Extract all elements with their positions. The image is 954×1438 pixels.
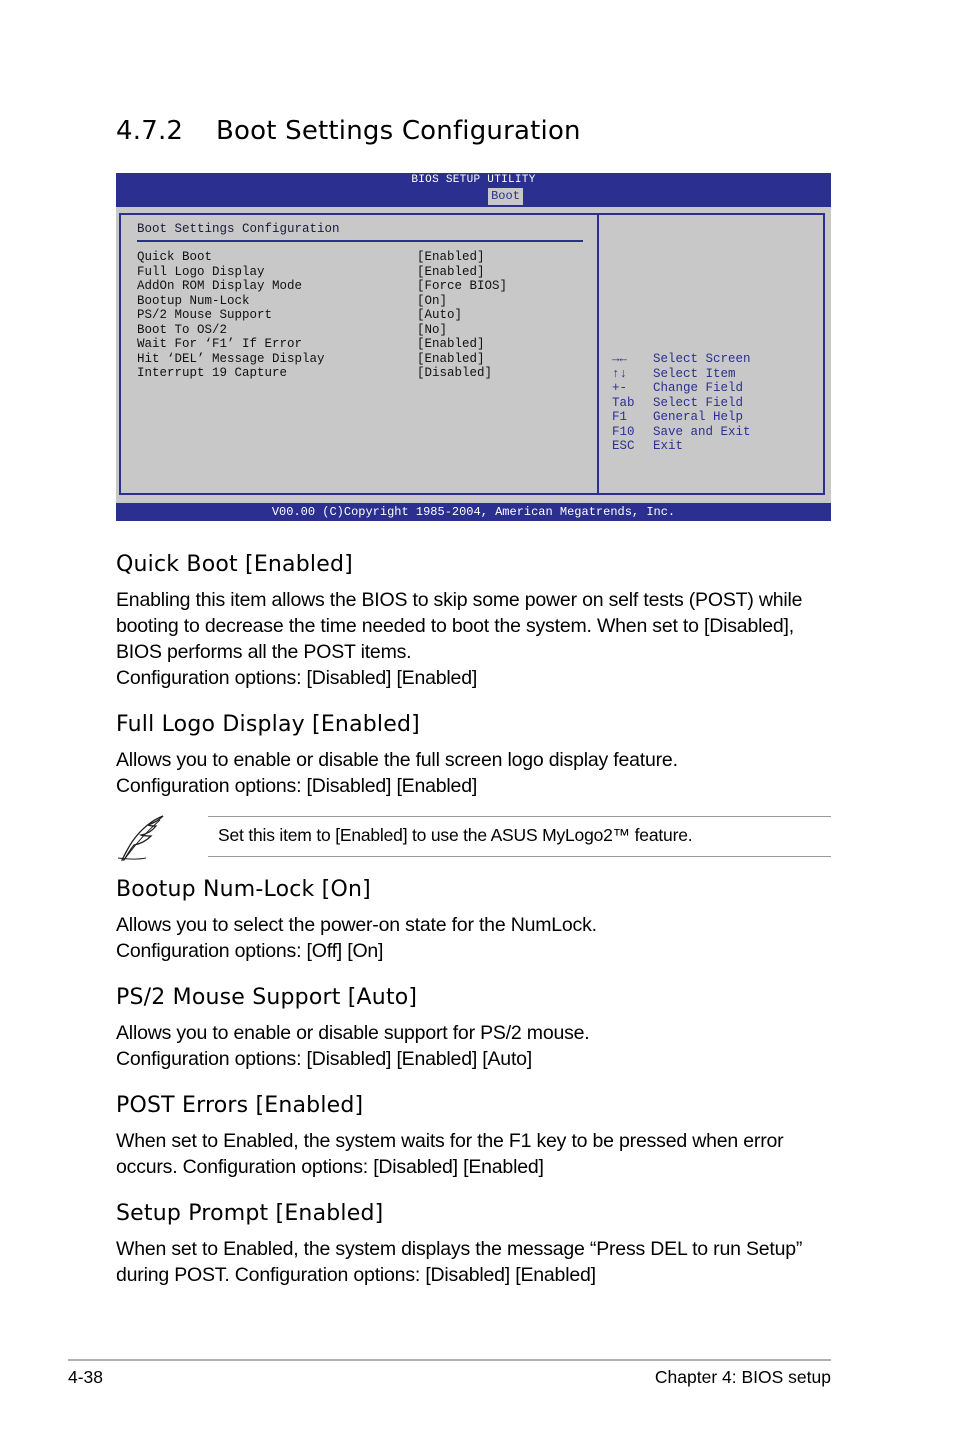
page-number: 4-38 <box>68 1367 104 1387</box>
paragraph-full-logo-display <box>116 747 836 799</box>
section-number: 4.7.2 <box>116 116 184 146</box>
bios-setting-row[interactable] <box>137 323 507 338</box>
heading-bootup-num-lock: Bootup Num-Lock [On] <box>116 877 371 902</box>
help-key: F1 <box>612 410 628 424</box>
paragraph-ps2-mouse-support <box>116 1020 836 1072</box>
bios-setting-value[interactable]: [Enabled] <box>417 264 485 279</box>
chapter-label: Chapter 4: BIOS setup <box>654 1367 831 1387</box>
bios-body <box>116 207 831 503</box>
bios-setting-row[interactable] <box>137 337 507 352</box>
bios-setting-label: PS/2 Mouse Support <box>137 308 273 322</box>
help-row <box>612 352 751 367</box>
bios-title: BIOS SETUP UTILITY <box>411 174 536 186</box>
heading-full-logo-display: Full Logo Display [Enabled] <box>116 712 420 737</box>
bios-setting-label: Full Logo Display <box>137 264 265 279</box>
bios-setting-value[interactable]: [Disabled] <box>417 366 493 380</box>
help-action: General Help <box>653 410 744 424</box>
bios-setting-row[interactable] <box>137 250 507 265</box>
heading-ps2-mouse-support: PS/2 Mouse Support [Auto] <box>116 985 418 1010</box>
bios-setting-label: Hit ‘DEL’ Message Display <box>137 351 325 366</box>
bios-setting-label: Wait For ‘F1’ If Error <box>137 337 303 351</box>
help-action: Select Item <box>653 366 736 381</box>
section-title <box>116 116 581 146</box>
bios-setting-label: Interrupt 19 Capture <box>137 366 288 380</box>
bios-panel <box>119 213 825 495</box>
help-row <box>612 396 751 411</box>
bios-setting-row[interactable] <box>137 308 507 323</box>
paragraph-text: Allows you to select the power-on state for the NumLock. <box>116 914 597 936</box>
bios-setting-value[interactable]: [Enabled] <box>417 351 485 366</box>
paragraph-quick-boot <box>116 587 836 691</box>
bios-divider <box>597 215 599 493</box>
bios-setting-value[interactable]: [On] <box>417 293 448 308</box>
heading-setup-prompt: Setup Prompt [Enabled] <box>116 1201 384 1226</box>
section-title-text: Boot Settings Configuration <box>216 116 581 146</box>
note-text: Set this item to [Enabled] to use the ASUS MyLogo2™ feature. <box>218 825 693 845</box>
paragraph-setup-prompt: When set to Enabled, the system displays the message “Press DEL to run Setup” during POST. Configuration options: [Disabled] [Enabled] <box>116 1238 803 1286</box>
help-row <box>612 367 751 382</box>
bios-setting-value[interactable]: [Enabled] <box>417 337 485 351</box>
heading-quick-boot: Quick Boot [Enabled] <box>116 552 353 577</box>
bios-setting-row[interactable] <box>137 294 507 309</box>
bios-setting-row[interactable] <box>137 265 507 280</box>
help-action: Change Field <box>653 381 744 395</box>
config-options: Configuration options: [Disabled] [Enabled] [Auto] <box>116 1048 533 1070</box>
help-row <box>612 425 751 440</box>
bios-panel-heading: Boot Settings Configuration <box>137 222 340 236</box>
bios-setting-value[interactable]: [No] <box>417 322 448 337</box>
help-key: +- <box>612 381 628 395</box>
help-row <box>612 381 751 396</box>
help-key: Tab <box>612 395 635 410</box>
bios-copyright: V00.00 (C)Copyright 1985-2004, American Megatrends, Inc. <box>271 505 676 519</box>
paragraph-text: Enabling this item allows the BIOS to skip some power on self tests (POST) while booting to decrease the time needed to boot the system. When set to [Disabled], BIOS performs all the POST items. <box>116 589 803 663</box>
config-options: Configuration options: [Disabled] [Enabled] <box>116 667 478 689</box>
bios-help-legend <box>612 352 751 454</box>
paragraph-post-errors: When set to Enabled, the system waits for the F1 key to be pressed when error occurs. Configuration options: [Disabled] [Enabled] <box>116 1130 784 1178</box>
paragraph-bootup-num-lock <box>116 912 836 964</box>
footer-rule <box>68 1359 831 1361</box>
bios-setting-label: Boot To OS/2 <box>137 322 228 337</box>
bios-setting-value[interactable]: [Enabled] <box>417 250 485 264</box>
bios-tab-boot[interactable]: Boot <box>488 188 523 205</box>
config-options: Configuration options: [Off] [On] <box>116 940 384 962</box>
bios-setting-row[interactable] <box>137 279 507 294</box>
help-action: Select Field <box>653 395 744 410</box>
bios-setting-label: AddOn ROM Display Mode <box>137 279 303 293</box>
help-row <box>612 439 751 454</box>
bios-setting-row[interactable] <box>137 366 507 381</box>
bios-setting-value[interactable]: [Force BIOS] <box>417 279 508 293</box>
help-key: →← <box>612 352 628 366</box>
paragraph-text: Allows you to enable or disable the full screen logo display feature. <box>116 749 678 771</box>
help-key: ↑↓ <box>612 366 628 381</box>
paragraph-text: Allows you to enable or disable support for PS/2 mouse. <box>116 1022 590 1044</box>
bios-setting-row[interactable] <box>137 352 507 367</box>
bios-settings-list <box>137 250 507 381</box>
help-action: Save and Exit <box>653 424 751 439</box>
help-action: Exit <box>653 439 684 453</box>
bios-setting-label: Quick Boot <box>137 250 213 264</box>
heading-post-errors: POST Errors [Enabled] <box>116 1093 364 1118</box>
note-box <box>116 814 831 858</box>
bios-setting-value[interactable]: [Auto] <box>417 308 463 322</box>
help-action: Select Screen <box>653 352 751 366</box>
help-key: F10 <box>612 424 635 439</box>
note-bottom-rule <box>208 856 831 857</box>
help-key: ESC <box>612 439 635 453</box>
note-top-rule <box>208 816 831 817</box>
bios-setting-label: Bootup Num-Lock <box>137 293 250 308</box>
config-options: Configuration options: [Disabled] [Enabled] <box>116 775 478 797</box>
bios-screenshot <box>116 173 831 521</box>
quill-pen-icon <box>116 814 168 862</box>
help-row <box>612 410 751 425</box>
bios-heading-rule <box>137 240 583 242</box>
